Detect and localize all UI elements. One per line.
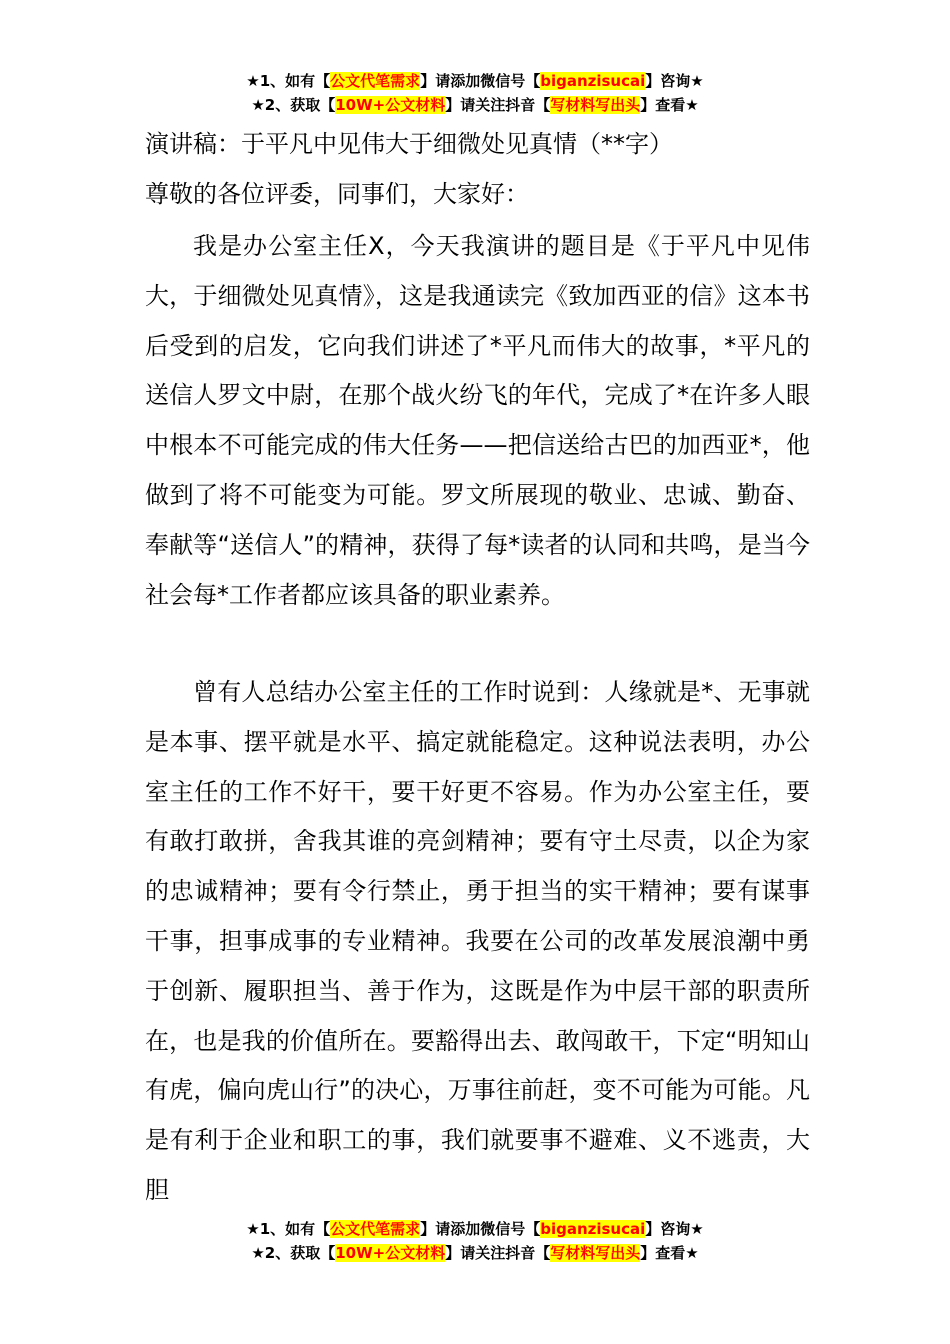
footer-highlight-writing-service: 公文代笔需求 bbox=[330, 1220, 421, 1238]
banner-line-2-suffix: 】查看★ bbox=[640, 96, 699, 114]
footer-banner-line-2 bbox=[0, 1241, 950, 1265]
footer-banner bbox=[0, 1217, 950, 1265]
banner-line-2-prefix: ★2、获取【 bbox=[251, 96, 336, 114]
document-title: 演讲稿：于平凡中见伟大于细微处见真情（**字） bbox=[145, 130, 673, 158]
footer-line-1-suffix: 】咨询★ bbox=[645, 1220, 704, 1238]
footer-banner-line-1 bbox=[0, 1217, 950, 1241]
greeting: 尊敬的各位评委，同事们，大家好： bbox=[145, 180, 529, 208]
footer-line-1-prefix: ★1、如有【 bbox=[246, 1220, 331, 1238]
banner-line-1-middle: 】请添加微信号【 bbox=[420, 72, 541, 90]
footer-line-2-middle: 】请关注抖音【 bbox=[445, 1244, 551, 1262]
banner-highlight-writing-service: 公文代笔需求 bbox=[330, 72, 421, 90]
banner-line-1-prefix: ★1、如有【 bbox=[246, 72, 331, 90]
footer-line-1-middle: 】请添加微信号【 bbox=[420, 1220, 541, 1238]
footer-line-2-suffix: 】查看★ bbox=[640, 1244, 699, 1262]
banner-line-1 bbox=[0, 69, 950, 93]
footer-highlight-wechat-id: biganzisucai bbox=[540, 1220, 646, 1238]
banner-line-2-middle: 】请关注抖音【 bbox=[445, 96, 551, 114]
header-banner bbox=[0, 69, 950, 117]
banner-highlight-douyin-account: 写材料写出头 bbox=[550, 96, 641, 114]
footer-line-2-prefix: ★2、获取【 bbox=[251, 1244, 336, 1262]
paragraph-2: 曾有人总结办公室主任的工作时说到：人缘就是*、无事就是本事、摆平就是水平、搞定就能稳定。这种说法表明，办公室主任的工作不好干，要干好更不容易。作为办公室主任，要有敢打敢拼，舍我其谁的亮剑精神；要有守土尽责，以企为家的忠诚精神；要有令行禁止，勇于担当的实干精神；要有谋事干事，担事成事的专业精神。我要在公司的改革发展浪潮中勇于创新、履职担当、善于作为，这既是作为中层干部的职责所在，也是我的价值所在。要豁得出去、敢闯敢干，下定“明知山有虎，偏向虎山行”的决心，万事往前赶，变不可能为可能。凡是有利于企业和职工的事，我们就要事不避难、义不逃责，大胆 bbox=[145, 678, 810, 1204]
banner-line-1-suffix: 】咨询★ bbox=[645, 72, 704, 90]
banner-highlight-wechat-id: biganzisucai bbox=[540, 72, 646, 90]
banner-line-2 bbox=[0, 93, 950, 117]
banner-highlight-materials: 10W+公文材料 bbox=[335, 96, 446, 114]
paragraph-1: 我是办公室主任X，今天我演讲的题目是《于平凡中见伟大，于细微处见真情》，这是我通读完《致加西亚的信》这本书后受到的启发，它向我们讲述了*平凡而伟大的故事，*平凡的送信人罗文中尉，在那个战火纷飞的年代，完成了*在许多人眼中根本不可能完成的伟大任务——把信送给古巴的加西亚*，他做到了将不可能变为可能。罗文所展现的敬业、忠诚、勤奋、奉献等“送信人”的精神，获得了每*读者的认同和共鸣，是当今社会每*工作者都应该具备的职业素养。 bbox=[145, 232, 810, 609]
footer-highlight-materials: 10W+公文材料 bbox=[335, 1244, 446, 1262]
footer-highlight-douyin-account: 写材料写出头 bbox=[550, 1244, 641, 1262]
